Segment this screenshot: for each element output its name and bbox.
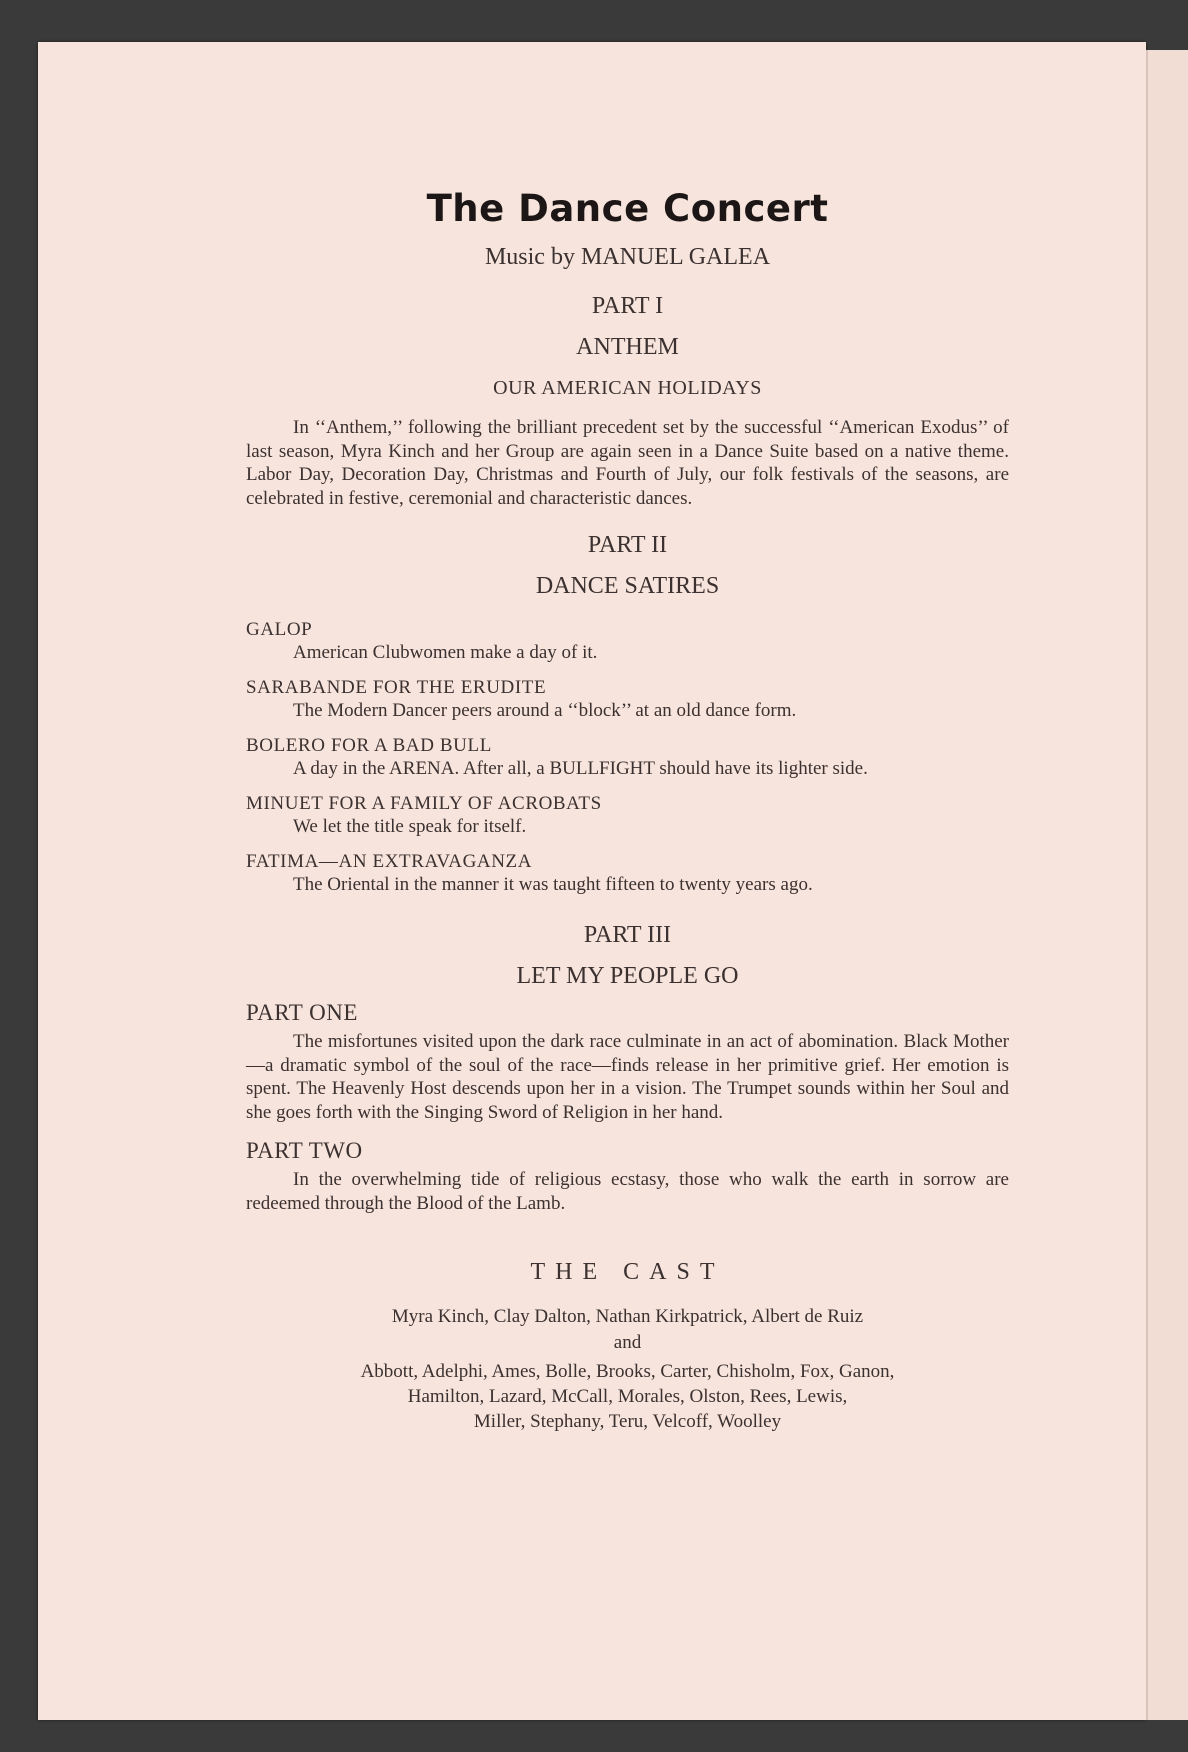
- cast-ensemble-line-1: Abbott, Adelphi, Ames, Bolle, Brooks, Carter, Chisholm, Fox, Ganon,: [360, 1361, 895, 1382]
- part-one-description: The misfortunes visited upon the dark race culminate in an act of abomination. Black Mother—a dramatic symbol of the soul of the race—finds release in her primitive grief. Her emotion is spent. The Heavenly Host descends upon her in a vision. The Trumpet sounds within her Soul and she goes forth with the Singing Sword of Religion in her hand.: [246, 1031, 1009, 1123]
- part-one-label: PART ONE: [246, 1000, 358, 1025]
- part-2-title: DANCE SATIRES: [535, 573, 720, 599]
- part-2-label: PART II: [587, 532, 668, 558]
- cast-principals: Myra Kinch, Clay Dalton, Nathan Kirkpatrick, Albert de Ruiz: [391, 1306, 864, 1327]
- part-3-label: PART III: [583, 922, 672, 948]
- dance-name: GALOP: [246, 619, 313, 640]
- dance-description: The Modern Dancer peers around a ‘‘block’’ at an old dance form.: [293, 700, 797, 721]
- program-content: [246, 137, 1009, 1434]
- list-item: [246, 676, 1009, 722]
- dance-name: SARABANDE FOR THE ERUDITE: [246, 677, 547, 698]
- list-item: [246, 850, 1009, 896]
- dance-name: FATIMA—AN EXTRAVAGANZA: [246, 851, 533, 872]
- dance-description: A day in the ARENA. After all, a BULLFIGHT should have its lighter side.: [293, 758, 868, 779]
- list-item: [246, 734, 1009, 780]
- dance-name: BOLERO FOR A BAD BULL: [246, 735, 492, 756]
- part-1-label: PART I: [591, 293, 664, 319]
- cast-ensemble-line-2: Hamilton, Lazard, McCall, Morales, Olston, Rees, Lewis,: [407, 1386, 848, 1407]
- part-two-description: In the overwhelming tide of religious ecstasy, those who walk the earth in sorrow are redeemed through the Blood of the Lamb.: [246, 1169, 1009, 1214]
- program-title: The Dance Concert: [426, 187, 829, 230]
- part-3-title: LET MY PEOPLE GO: [516, 963, 739, 989]
- dance-description: American Clubwomen make a day of it.: [293, 642, 598, 663]
- part-1-description: In ‘‘Anthem,’’ following the brilliant precedent set by the successful ‘‘American Exodus’’ of last season, Myra Kinch and her Group are again seen in a Dance Suite based on a native theme. Labor Day, Decoration Day, Christmas and Fourth of July, our folk festivals of the seasons, are celebrated in festive, ceremonial and characteristic dances.: [246, 417, 1009, 509]
- cast-ensemble-line-3: Miller, Stephany, Teru, Velcoff, Woolley: [473, 1411, 782, 1432]
- dance-satires-list: [246, 618, 1009, 896]
- part-two-label: PART TWO: [246, 1138, 363, 1163]
- part-1-subheading: OUR AMERICAN HOLIDAYS: [493, 377, 762, 399]
- part-1-title: ANTHEM: [576, 334, 679, 360]
- dance-description: The Oriental in the manner it was taught fifteen to twenty years ago.: [293, 874, 813, 895]
- list-item: [246, 792, 1009, 838]
- cast-and: and: [613, 1332, 642, 1353]
- cast-title: THE CAST: [530, 1259, 725, 1285]
- dance-description: We let the title speak for itself.: [293, 816, 527, 837]
- music-credit: Music by MANUEL GALEA: [484, 244, 771, 270]
- adjacent-page-edge: [1146, 50, 1188, 1720]
- list-item: [246, 618, 1009, 664]
- dance-name: MINUET FOR A FAMILY OF ACROBATS: [246, 793, 602, 814]
- program-page: [38, 42, 1146, 1720]
